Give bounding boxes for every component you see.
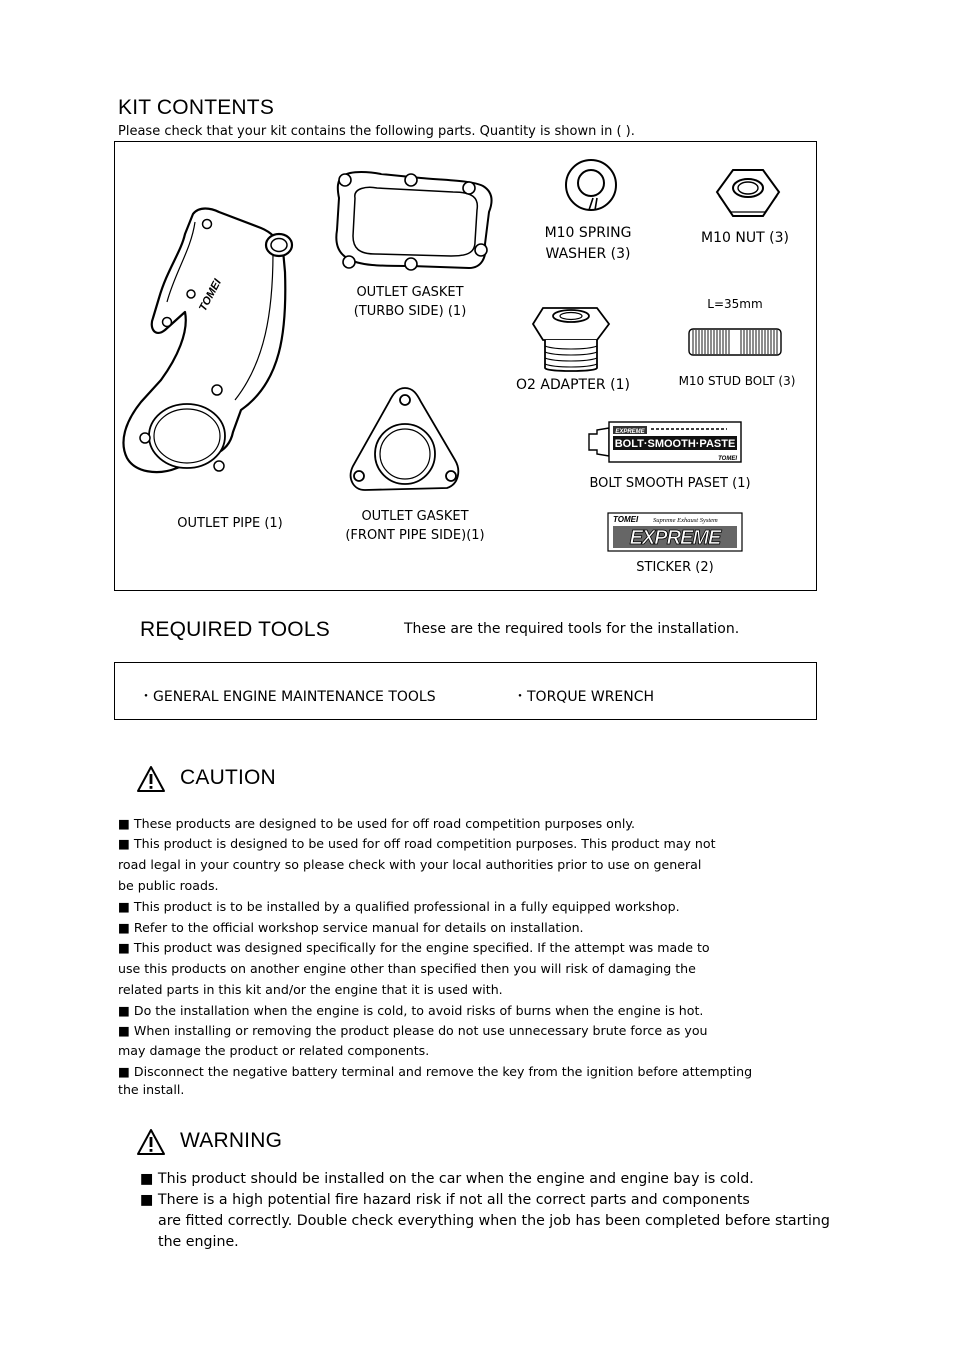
paste-tube-maker: TOMEI	[718, 456, 737, 462]
sticker-word: EXPREME	[629, 527, 721, 549]
sticker-illustration	[607, 512, 743, 552]
warning-triangle-icon	[136, 1128, 166, 1156]
label-outlet-pipe: OUTLET PIPE (1)	[177, 516, 283, 531]
label-gasket-front-1: OUTLET GASKET	[361, 509, 469, 524]
label-stud-length: L=35mm	[707, 297, 763, 311]
paste-tube-brand: EXPREME	[615, 429, 645, 435]
caution-title: CAUTION	[180, 766, 276, 789]
caution-line: be public roads.	[118, 878, 219, 893]
svg-text:Supreme Exhaust System	[653, 517, 718, 524]
caution-line: ■ Do the installation when the engine is cold, to avoid risks of burns when the engine is hot.	[118, 1003, 704, 1018]
required-tools-description: These are the required tools for the installation.	[404, 621, 740, 637]
required-tools-box	[114, 662, 817, 720]
caution-line: ■ This product is to be installed by a qualified professional in a fully equipped workshop.	[118, 899, 680, 914]
o2-adapter-illustration	[525, 302, 615, 374]
svg-text:TOMEI	[613, 515, 639, 524]
caution-line: ■ Refer to the official workshop service manual for details on installation.	[118, 920, 584, 935]
front-gasket-illustration	[345, 384, 467, 496]
paste-tube-illustration	[587, 420, 743, 464]
warning-line: ■ This product should be installed on the car when the engine and engine bay is cold.	[140, 1171, 754, 1187]
label-washer-2: WASHER (3)	[545, 246, 631, 262]
warning-line: the engine.	[158, 1234, 239, 1250]
label-gasket-front-2: (FRONT PIPE SIDE)(1)	[345, 528, 485, 543]
svg-text:EXPREME	[615, 429, 645, 435]
pipe-logo-text: TOMEI	[197, 277, 224, 314]
caution-line: use this products on another engine other than specified then you will risk of damaging the	[118, 961, 696, 976]
kit-contents-subtitle: Please check that your kit contains the following parts. Quantity is shown in ( ).	[118, 124, 635, 139]
svg-text:BOLT·SMOOTH·PASTE	[615, 438, 736, 450]
sticker-brand: TOMEI	[613, 515, 639, 524]
caution-line: ■ When installing or removing the product please do not use unnecessary brute force as you	[118, 1023, 708, 1038]
spring-washer-illustration	[563, 158, 619, 216]
paste-tube-text: BOLT·SMOOTH·PASTE	[614, 438, 736, 450]
caution-line: the install.	[118, 1082, 185, 1097]
warning-title: WARNING	[180, 1129, 283, 1152]
caution-line: road legal in your country so please check with your local authorities prior to use on general	[118, 857, 702, 872]
caution-line: ■ These products are designed to be used for off road competition purposes only.	[118, 816, 636, 831]
caution-line: ■ This product was designed specifically for the engine specified. If the attempt was made to	[118, 940, 710, 955]
tool-item-torque-wrench: ・TORQUE WRENCH	[513, 689, 655, 705]
m10-nut-illustration	[715, 166, 781, 222]
label-sticker: STICKER (2)	[636, 560, 714, 575]
label-paste: BOLT SMOOTH PASET (1)	[589, 476, 751, 491]
label-o2: O2 ADAPTER (1)	[516, 377, 630, 393]
kit-contents-box	[114, 141, 817, 591]
label-nut: M10 NUT (3)	[701, 230, 789, 246]
warning-line: ■ There is a high potential fire hazard risk if not all the correct parts and components	[140, 1192, 750, 1208]
caution-line: ■ This product is designed to be used for off road competition purposes. This product may not	[118, 836, 716, 851]
label-gasket-turbo-1: OUTLET GASKET	[356, 285, 464, 300]
required-tools-title: REQUIRED TOOLS	[140, 618, 330, 641]
label-gasket-turbo-2: (TURBO SIDE) (1)	[353, 304, 467, 319]
sticker-tagline: Supreme Exhaust System	[653, 517, 718, 524]
caution-warning-triangle-icon	[136, 765, 166, 793]
label-washer-1: M10 SPRING	[544, 225, 632, 241]
caution-line: related parts in this kit and/or the engine that it is used with.	[118, 982, 503, 997]
turbo-gasket-illustration	[331, 168, 497, 276]
svg-text:TOMEI	[718, 456, 737, 462]
kit-contents-title: KIT CONTENTS	[118, 96, 275, 119]
caution-line: ■ Disconnect the negative battery terminal and remove the key from the ignition before attempting	[118, 1064, 753, 1079]
stud-bolt-illustration	[687, 327, 783, 357]
label-stud: M10 STUD BOLT (3)	[678, 374, 796, 388]
tool-item-maintenance: ・GENERAL ENGINE MAINTENANCE TOOLS	[139, 689, 436, 705]
caution-line: may damage the product or related components.	[118, 1043, 430, 1058]
warning-line: are fitted correctly. Double check everything when the job has been completed before starting	[158, 1213, 830, 1229]
svg-text:EXPREME	[630, 527, 722, 549]
